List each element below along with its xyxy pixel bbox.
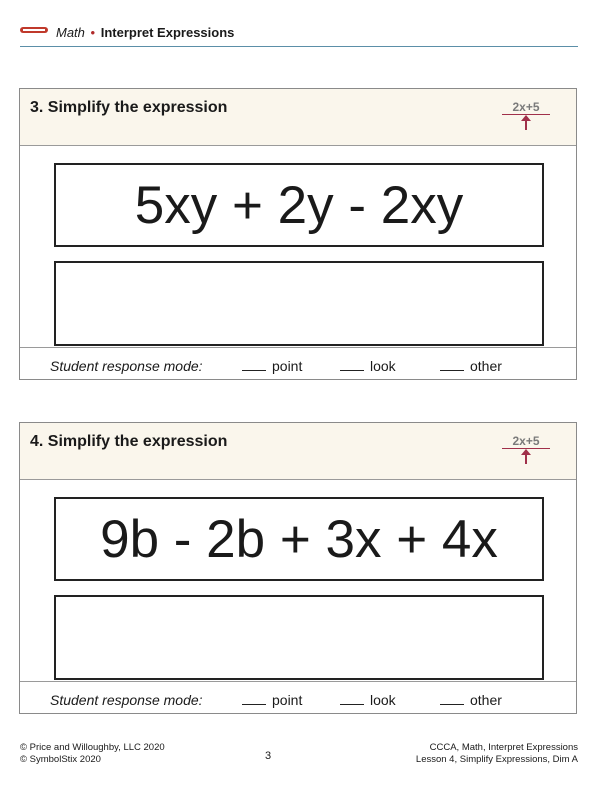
- blank-line: [340, 369, 364, 371]
- copyright-line: © Price and Willoughby, LLC 2020: [20, 742, 165, 753]
- response-mode-label: Student response mode:: [50, 358, 203, 374]
- answer-box[interactable]: [54, 261, 544, 346]
- response-mode-label: Student response mode:: [50, 692, 203, 708]
- question-card-3: [19, 88, 577, 380]
- question-card-4: [19, 422, 577, 714]
- response-mode-row: [20, 681, 576, 715]
- question-title: 3. Simplify the expression: [30, 99, 228, 116]
- footer-lesson-info: [416, 742, 578, 766]
- blank-line: [440, 369, 464, 371]
- response-option-other[interactable]: [440, 692, 502, 708]
- option-label: point: [272, 692, 303, 708]
- header-separator: •: [90, 25, 96, 40]
- blank-line: [440, 703, 464, 705]
- option-label: other: [470, 692, 502, 708]
- up-arrow-icon: [519, 115, 533, 131]
- header-topic: Interpret Expressions: [100, 25, 235, 40]
- option-label: other: [470, 358, 502, 374]
- question-title-band: [20, 423, 576, 480]
- page-header: [20, 22, 578, 47]
- option-label: look: [370, 358, 396, 374]
- blank-line: [340, 703, 364, 705]
- expression-text: 5xy + 2y - 2xy: [134, 175, 464, 235]
- response-option-look[interactable]: [340, 358, 396, 374]
- expression-box: [54, 163, 544, 247]
- simplify-symbol-icon: [502, 100, 550, 134]
- copyright-line: © SymbolStix 2020: [20, 754, 101, 765]
- lesson-line: Lesson 4, Simplify Expressions, Dim A: [415, 754, 578, 765]
- response-option-point[interactable]: [242, 358, 302, 374]
- footer-copyright: [20, 742, 165, 766]
- expression-box: [54, 497, 544, 581]
- page-number: 3: [265, 750, 272, 762]
- simplify-symbol-icon: [502, 434, 550, 468]
- response-option-other[interactable]: [440, 358, 502, 374]
- logo-icon: [20, 25, 50, 35]
- symbol-expression: 2x+5: [502, 434, 550, 449]
- option-label: look: [370, 692, 396, 708]
- symbol-expression: 2x+5: [502, 100, 550, 115]
- header-subject: Math: [56, 25, 85, 40]
- option-label: point: [272, 358, 303, 374]
- question-title: 4. Simplify the expression: [30, 433, 228, 450]
- response-mode-row: [20, 347, 576, 381]
- course-line: CCCA, Math, Interpret Expressions: [429, 742, 578, 753]
- expression-text: 9b - 2b + 3x + 4x: [100, 509, 498, 569]
- question-title-band: [20, 89, 576, 146]
- response-option-look[interactable]: [340, 692, 396, 708]
- blank-line: [242, 703, 266, 705]
- response-option-point[interactable]: [242, 692, 302, 708]
- up-arrow-icon: [519, 449, 533, 465]
- blank-line: [242, 369, 266, 371]
- header-title: [56, 25, 234, 40]
- answer-box[interactable]: [54, 595, 544, 680]
